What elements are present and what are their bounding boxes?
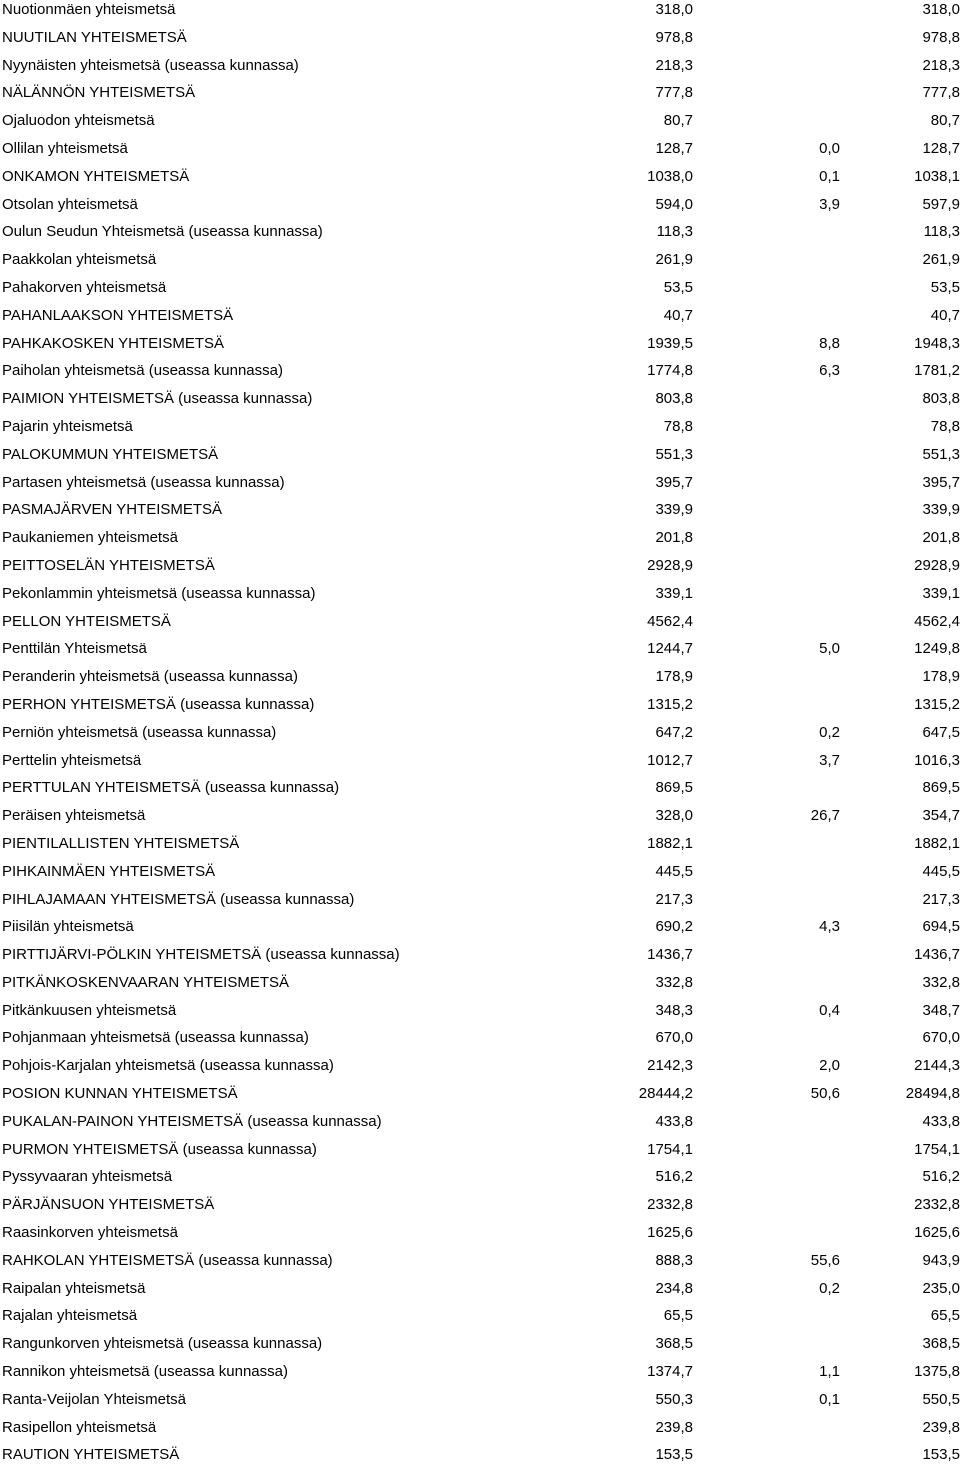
table-row <box>0 195 960 223</box>
value-col-1: 670,0 <box>655 1029 693 1047</box>
table-row <box>0 639 960 667</box>
table-row <box>0 1418 960 1446</box>
value-col-1: 1315,2 <box>647 695 693 713</box>
value-col-2: 0,2 <box>819 723 840 741</box>
value-col-1: 888,3 <box>655 1251 693 1269</box>
row-name: Ojaluodon yhteismetsä <box>2 112 155 130</box>
table-row <box>0 1251 960 1279</box>
row-name: PALOKUMMUN YHTEISMETSÄ <box>2 445 219 463</box>
table-row <box>0 1279 960 1307</box>
table-row <box>0 1028 960 1056</box>
value-col-3: 395,7 <box>922 473 960 491</box>
table-row <box>0 862 960 890</box>
table-row <box>0 1001 960 1029</box>
row-name: PIENTILALLISTEN YHTEISMETSÄ <box>2 834 240 852</box>
value-col-3: 550,5 <box>922 1390 960 1408</box>
value-col-1: 1436,7 <box>647 946 693 964</box>
value-col-3: 1315,2 <box>914 695 960 713</box>
row-name: PÄRJÄNSUON YHTEISMETSÄ <box>2 1196 215 1214</box>
value-col-3: 777,8 <box>922 84 960 102</box>
value-col-1: 1012,7 <box>647 751 693 769</box>
row-name: PUKALAN-PAINON YHTEISMETSÄ (useassa kunnassa) <box>2 1112 382 1130</box>
table-row <box>0 1084 960 1112</box>
row-name: Paiholan yhteismetsä (useassa kunnassa) <box>2 362 283 380</box>
value-col-1: 1374,7 <box>647 1363 693 1381</box>
row-name: Otsolan yhteismetsä <box>2 195 138 213</box>
value-col-3: 217,3 <box>922 890 960 908</box>
row-name: PITKÄNKOSKENVAARAN YHTEISMETSÄ <box>2 973 290 991</box>
value-col-1: 348,3 <box>655 1001 693 1019</box>
value-col-3: 28494,8 <box>905 1085 960 1103</box>
value-col-3: 943,9 <box>922 1251 960 1269</box>
value-col-3: 551,3 <box>922 445 960 463</box>
row-name: PURMON YHTEISMETSÄ (useassa kunnassa) <box>2 1140 317 1158</box>
table-row <box>0 334 960 362</box>
value-col-3: 803,8 <box>922 390 960 408</box>
value-col-2: 8,8 <box>819 334 840 352</box>
value-col-3: 80,7 <box>930 112 960 130</box>
value-col-3: 128,7 <box>922 139 960 157</box>
value-col-3: 339,1 <box>922 584 960 602</box>
row-name: Rasipellon yhteismetsä <box>2 1418 157 1436</box>
row-name: POSION KUNNAN YHTEISMETSÄ <box>2 1085 238 1103</box>
row-name: Piisilän yhteismetsä <box>2 918 134 936</box>
value-col-1: 516,2 <box>655 1168 693 1186</box>
value-col-3: 261,9 <box>922 251 960 269</box>
table-row <box>0 56 960 84</box>
table-row <box>0 28 960 56</box>
value-col-1: 978,8 <box>655 28 693 46</box>
value-col-2: 55,6 <box>810 1251 840 1269</box>
row-name: Penttilän Yhteismetsä <box>2 640 147 658</box>
row-name: PEITTOSELÄN YHTEISMETSÄ <box>2 556 215 574</box>
value-col-1: 201,8 <box>655 529 693 547</box>
table-row <box>0 1056 960 1084</box>
row-name: Pahakorven yhteismetsä <box>2 278 167 296</box>
value-col-3: 40,7 <box>930 306 960 324</box>
value-col-1: 153,5 <box>655 1446 693 1464</box>
row-name: Nyynäisten yhteismetsä (useassa kunnassa) <box>2 56 299 74</box>
value-col-2: 0,2 <box>819 1279 840 1297</box>
table-row <box>0 1334 960 1362</box>
value-col-1: 28444,2 <box>638 1085 693 1103</box>
row-name: Peräisen yhteismetsä <box>2 807 146 825</box>
value-col-3: 153,5 <box>922 1446 960 1464</box>
value-col-1: 869,5 <box>655 779 693 797</box>
table-row <box>0 890 960 918</box>
row-name: Rajalan yhteismetsä <box>2 1307 138 1325</box>
value-col-2: 0,4 <box>819 1001 840 1019</box>
table-row <box>0 445 960 473</box>
value-col-1: 395,7 <box>655 473 693 491</box>
row-name: Perttelin yhteismetsä <box>2 751 142 769</box>
value-col-3: 2144,3 <box>914 1057 960 1075</box>
value-col-1: 80,7 <box>663 112 693 130</box>
table-row <box>0 139 960 167</box>
value-col-1: 339,9 <box>655 501 693 519</box>
value-col-1: 40,7 <box>663 306 693 324</box>
table-row <box>0 945 960 973</box>
row-name: PAHKAKOSKEN YHTEISMETSÄ <box>2 334 225 352</box>
row-name: Perniön yhteismetsä (useassa kunnassa) <box>2 723 277 741</box>
value-col-1: 550,3 <box>655 1390 693 1408</box>
table-row <box>0 778 960 806</box>
row-name: PERHON YHTEISMETSÄ (useassa kunnassa) <box>2 695 315 713</box>
value-col-2: 0,1 <box>819 1390 840 1408</box>
value-col-3: 53,5 <box>930 278 960 296</box>
value-col-2: 3,7 <box>819 751 840 769</box>
table-row <box>0 1390 960 1418</box>
table-row <box>0 723 960 751</box>
table-row <box>0 1167 960 1195</box>
value-col-1: 368,5 <box>655 1335 693 1353</box>
table-row <box>0 1306 960 1334</box>
value-col-2: 26,7 <box>810 807 840 825</box>
value-col-1: 332,8 <box>655 973 693 991</box>
value-col-1: 234,8 <box>655 1279 693 1297</box>
value-col-3: 118,3 <box>923 223 960 241</box>
value-col-1: 53,5 <box>663 278 693 296</box>
table-row <box>0 667 960 695</box>
row-name: PIRTTIJÄRVI-PÖLKIN YHTEISMETSÄ (useassa kunnassa) <box>2 946 400 964</box>
value-col-3: 1781,2 <box>914 362 960 380</box>
table-row <box>0 361 960 389</box>
value-col-2: 0,0 <box>819 139 840 157</box>
value-col-3: 348,7 <box>922 1001 960 1019</box>
table-row <box>0 556 960 584</box>
row-name: PAHANLAAKSON YHTEISMETSÄ <box>2 306 234 324</box>
row-name: Pohjanmaan yhteismetsä (useassa kunnassa) <box>2 1029 309 1047</box>
value-col-2: 4,3 <box>819 918 840 936</box>
value-col-2: 2,0 <box>819 1057 840 1075</box>
row-name: PIHLAJAMAAN YHTEISMETSÄ (useassa kunnassa) <box>2 890 355 908</box>
value-col-1: 1754,1 <box>647 1140 693 1158</box>
table-row <box>0 528 960 556</box>
value-col-1: 318,0 <box>655 1 693 18</box>
table-row <box>0 806 960 834</box>
table-row <box>0 1195 960 1223</box>
row-name: Paukaniemen yhteismetsä <box>2 529 178 547</box>
value-col-2: 1,1 <box>819 1363 840 1381</box>
row-name: PIHKAINMÄEN YHTEISMETSÄ <box>2 862 216 880</box>
row-name: Rannikon yhteismetsä (useassa kunnassa) <box>2 1363 288 1381</box>
value-col-1: 78,8 <box>663 417 693 435</box>
row-name: NÄLÄNNÖN YHTEISMETSÄ <box>2 84 196 102</box>
row-name: RAHKOLAN YHTEISMETSÄ (useassa kunnassa) <box>2 1251 333 1269</box>
table-row <box>0 612 960 640</box>
row-name: Oulun Seudun Yhteismetsä (useassa kunnassa) <box>2 223 323 241</box>
value-col-3: 1038,1 <box>914 167 960 185</box>
value-col-1: 328,0 <box>655 807 693 825</box>
row-name: Rangunkorven yhteismetsä (useassa kunnassa) <box>2 1335 323 1353</box>
value-col-3: 1016,3 <box>914 751 960 769</box>
value-col-3: 670,0 <box>922 1029 960 1047</box>
value-col-3: 178,9 <box>922 668 960 686</box>
value-col-3: 1249,8 <box>914 640 960 658</box>
value-col-3: 1625,6 <box>914 1224 960 1242</box>
table-row <box>0 1223 960 1251</box>
row-name: Ranta-Veijolan Yhteismetsä <box>2 1390 186 1408</box>
value-col-1: 1774,8 <box>647 362 693 380</box>
table-row <box>0 834 960 862</box>
table-row <box>0 1445 960 1473</box>
row-name: Raasinkorven yhteismetsä <box>2 1224 178 1242</box>
value-col-3: 239,8 <box>922 1418 960 1436</box>
table-row <box>0 111 960 139</box>
table-row <box>0 1112 960 1140</box>
value-col-2: 50,6 <box>810 1085 840 1103</box>
value-col-1: 803,8 <box>655 390 693 408</box>
row-name: Pohjois-Karjalan yhteismetsä (useassa kunnassa) <box>2 1057 334 1075</box>
table-row <box>0 417 960 445</box>
value-col-3: 1882,1 <box>914 834 960 852</box>
value-col-1: 1939,5 <box>647 334 693 352</box>
value-col-3: 339,9 <box>922 501 960 519</box>
value-col-3: 516,2 <box>922 1168 960 1186</box>
value-col-3: 978,8 <box>922 28 960 46</box>
value-col-1: 690,2 <box>655 918 693 936</box>
table-row <box>0 973 960 1001</box>
value-col-3: 354,7 <box>922 807 960 825</box>
value-col-1: 647,2 <box>655 723 693 741</box>
value-col-3: 597,9 <box>922 195 960 213</box>
value-col-3: 647,5 <box>922 723 960 741</box>
row-name: PASMAJÄRVEN YHTEISMETSÄ <box>2 501 223 519</box>
value-col-1: 118,3 <box>656 223 693 241</box>
value-col-3: 2332,8 <box>914 1196 960 1214</box>
value-col-3: 65,5 <box>930 1307 960 1325</box>
row-name: Partasen yhteismetsä (useassa kunnassa) <box>2 473 285 491</box>
value-col-1: 261,9 <box>655 251 693 269</box>
value-col-1: 239,8 <box>655 1418 693 1436</box>
table-row <box>0 695 960 723</box>
value-col-1: 445,5 <box>655 862 693 880</box>
row-name: NUUTILAN YHTEISMETSÄ <box>2 28 187 46</box>
value-col-1: 594,0 <box>655 195 693 213</box>
table-row <box>0 1362 960 1390</box>
table-row <box>0 389 960 417</box>
value-col-3: 218,3 <box>922 56 960 74</box>
table-row <box>0 473 960 501</box>
row-name: Ollilan yhteismetsä <box>2 139 128 157</box>
value-col-3: 318,0 <box>922 1 960 18</box>
value-col-3: 1948,3 <box>914 334 960 352</box>
table-row <box>0 917 960 945</box>
value-col-1: 1882,1 <box>647 834 693 852</box>
value-col-3: 1754,1 <box>914 1140 960 1158</box>
table-row <box>0 584 960 612</box>
value-col-2: 6,3 <box>819 362 840 380</box>
value-col-3: 78,8 <box>930 417 960 435</box>
row-name: Peranderin yhteismetsä (useassa kunnassa) <box>2 668 298 686</box>
value-col-3: 201,8 <box>922 529 960 547</box>
value-col-2: 5,0 <box>819 640 840 658</box>
value-col-3: 368,5 <box>922 1335 960 1353</box>
value-col-1: 1244,7 <box>647 640 693 658</box>
row-name: Nuotionmäen yhteismetsä <box>2 1 176 18</box>
value-col-1: 433,8 <box>655 1112 693 1130</box>
table-row <box>0 1140 960 1168</box>
value-col-2: 0,1 <box>819 167 840 185</box>
row-name: Pajarin yhteismetsä <box>2 417 133 435</box>
row-name: PELLON YHTEISMETSÄ <box>2 612 171 630</box>
value-col-1: 1038,0 <box>647 167 693 185</box>
row-name: Paakkolan yhteismetsä <box>2 251 157 269</box>
value-col-3: 694,5 <box>922 918 960 936</box>
value-col-1: 65,5 <box>663 1307 693 1325</box>
value-col-1: 2142,3 <box>647 1057 693 1075</box>
value-col-3: 1375,8 <box>914 1363 960 1381</box>
value-col-2: 3,9 <box>819 195 840 213</box>
value-col-3: 433,8 <box>922 1112 960 1130</box>
table-row <box>0 250 960 278</box>
value-col-3: 1436,7 <box>914 946 960 964</box>
value-col-1: 339,1 <box>655 584 693 602</box>
row-name: PERTTULAN YHTEISMETSÄ (useassa kunnassa) <box>2 779 340 797</box>
value-col-1: 551,3 <box>655 445 693 463</box>
value-col-1: 178,9 <box>655 668 693 686</box>
table-row <box>0 500 960 528</box>
table-row <box>0 751 960 779</box>
value-col-1: 217,3 <box>655 890 693 908</box>
value-col-3: 235,0 <box>922 1279 960 1297</box>
row-name: Raipalan yhteismetsä <box>2 1279 146 1297</box>
value-col-3: 2928,9 <box>914 556 960 574</box>
row-name: RAUTION YHTEISMETSÄ <box>2 1446 180 1464</box>
value-col-3: 332,8 <box>922 973 960 991</box>
table-row <box>0 278 960 306</box>
row-name: ONKAMON YHTEISMETSÄ <box>2 167 190 185</box>
value-col-1: 2928,9 <box>647 556 693 574</box>
value-col-1: 777,8 <box>655 84 693 102</box>
value-col-1: 2332,8 <box>647 1196 693 1214</box>
value-col-1: 4562,4 <box>647 612 693 630</box>
row-name: PAIMION YHTEISMETSÄ (useassa kunnassa) <box>2 390 313 408</box>
table-row <box>0 306 960 334</box>
value-col-1: 1625,6 <box>647 1224 693 1242</box>
table-row <box>0 222 960 250</box>
row-name: Pyssyvaaran yhteismetsä <box>2 1168 173 1186</box>
row-name: Pekonlammin yhteismetsä (useassa kunnassa) <box>2 584 316 602</box>
table-row <box>0 0 960 28</box>
value-col-1: 218,3 <box>655 56 693 74</box>
value-col-1: 128,7 <box>655 139 693 157</box>
row-name: Pitkänkuusen yhteismetsä <box>2 1001 177 1019</box>
value-col-3: 445,5 <box>922 862 960 880</box>
value-col-3: 4562,4 <box>914 612 960 630</box>
table-row <box>0 83 960 111</box>
value-col-3: 869,5 <box>922 779 960 797</box>
table-row <box>0 167 960 195</box>
